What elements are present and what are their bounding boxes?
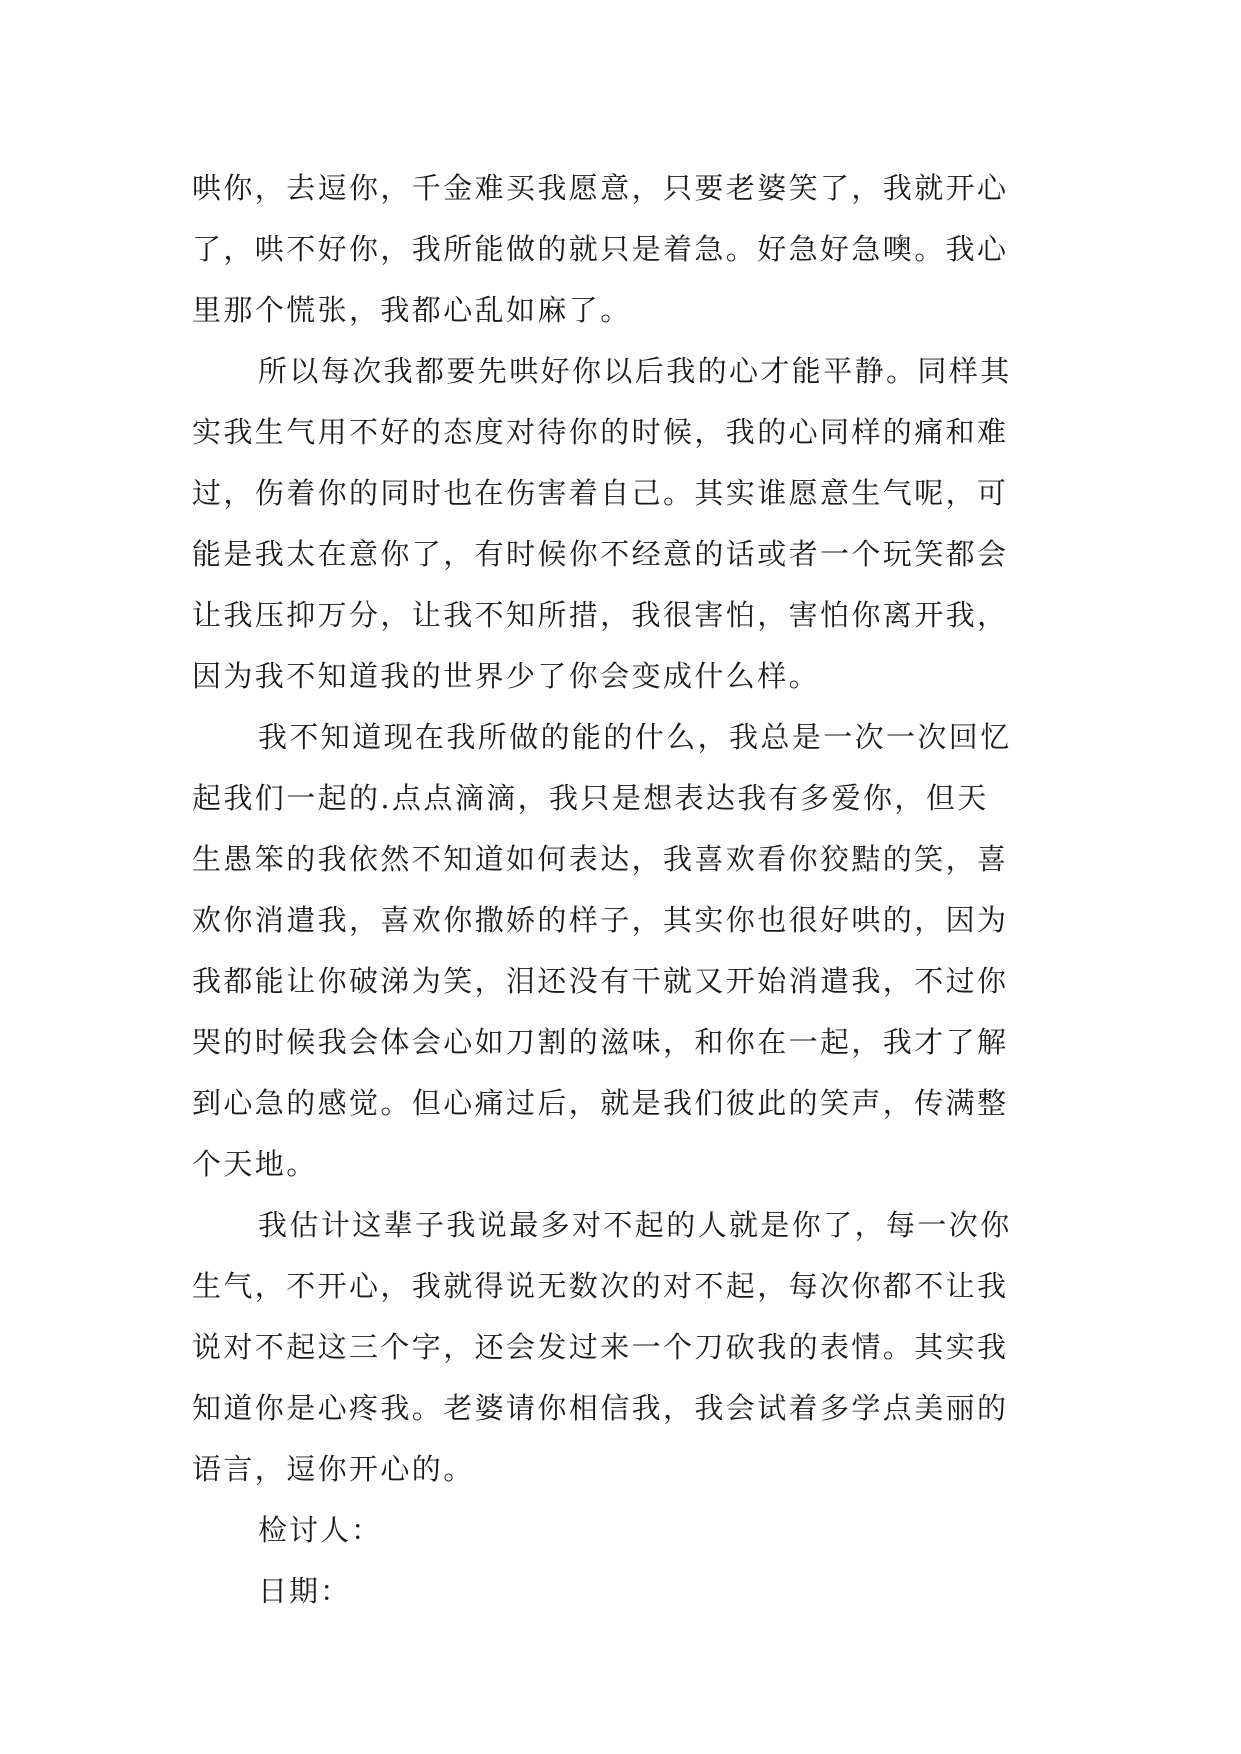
text-line: 语言，逗你开心的。 xyxy=(192,1452,475,1486)
text-line: 说对不起这三个字，还会发过来一个刀砍我的表情。其实我 xyxy=(192,1330,1009,1364)
text-line: 知道你是心疼我。老婆请你相信我，我会试着多学点美丽的 xyxy=(192,1391,1009,1425)
text-line: 让我压抑万分，让我不知所措，我很害怕，害怕你离开我， xyxy=(192,598,1009,632)
text-line: 我都能让你破涕为笑，泪还没有干就又开始消遣我，不过你 xyxy=(192,964,1009,998)
text-line: 哄你，去逗你，千金难买我愿意，只要老婆笑了，我就开心 xyxy=(192,171,1009,205)
text-line: 过，伤着你的同时也在伤害着自己。其实谁愿意生气呢，可 xyxy=(192,476,1009,510)
text-line: 能是我太在意你了，有时候你不经意的话或者一个玩笑都会 xyxy=(192,537,1009,571)
date-label: 日期： xyxy=(258,1574,352,1608)
text-line: 实我生气用不好的态度对待你的时候，我的心同样的痛和难 xyxy=(192,415,1009,449)
text-line: 个天地。 xyxy=(192,1147,318,1181)
text-line: 生愚笨的我依然不知道如何表达，我喜欢看你狡黠的笑，喜 xyxy=(192,842,1009,876)
paragraph-first-line: 我估计这辈子我说最多对不起的人就是你了，每一次你 xyxy=(258,1208,1012,1242)
text-line: 了，哄不好你，我所能做的就只是着急。好急好急噢。我心 xyxy=(192,232,1009,266)
text-line: 哭的时候我会体会心如刀割的滋味，和你在一起，我才了解 xyxy=(192,1025,1009,1059)
text-line: 生气，不开心，我就得说无数次的对不起，每次你都不让我 xyxy=(192,1269,1009,1303)
text-line: 因为我不知道我的世界少了你会变成什么样。 xyxy=(192,659,821,693)
reviewer-label: 检讨人： xyxy=(258,1513,383,1547)
text-line: 起我们一起的.点点滴滴，我只是想表达我有多爱你，但天 xyxy=(192,781,989,815)
text-line: 欢你消遣我，喜欢你撒娇的样子，其实你也很好哄的，因为 xyxy=(192,903,1009,937)
letter-body xyxy=(192,158,1072,1622)
paragraph-first-line: 所以每次我都要先哄好你以后我的心才能平静。同样其 xyxy=(258,354,1012,388)
text-line: 到心急的感觉。但心痛过后，就是我们彼此的笑声，传满整 xyxy=(192,1086,1009,1120)
paragraph-first-line: 我不知道现在我所做的能的什么，我总是一次一次回忆 xyxy=(258,720,1012,754)
text-line: 里那个慌张，我都心乱如麻了。 xyxy=(192,293,632,327)
